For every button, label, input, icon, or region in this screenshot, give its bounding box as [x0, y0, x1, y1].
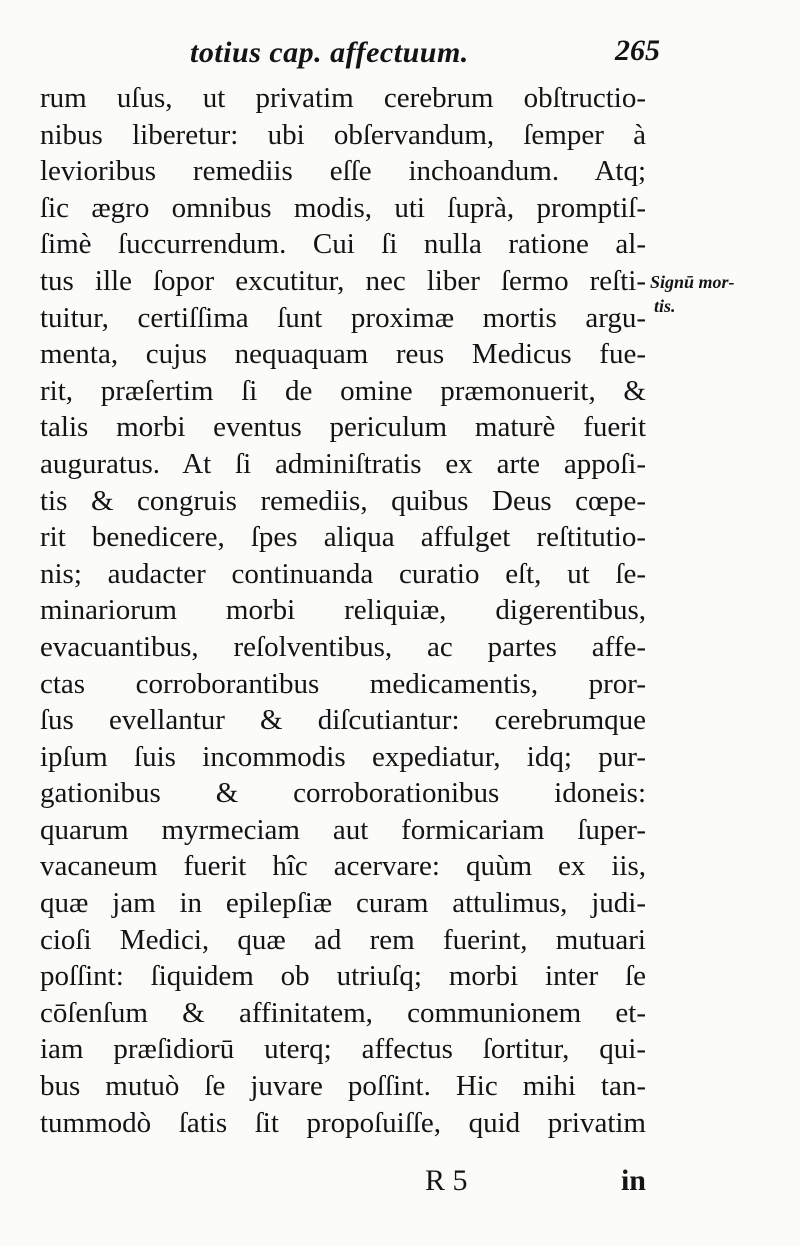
page-footer	[40, 1164, 646, 1204]
text-line: tummodò ſatis ſit propoſuiſſe, quid privatim	[40, 1106, 646, 1139]
text-line: rum uſus, ut privatim cerebrum obſtructio-	[40, 82, 646, 114]
signature-mark: R 5	[425, 1164, 468, 1197]
page-number: 265	[615, 34, 660, 67]
text-line: evacuantibus, reſolventibus, ac partes affe-	[40, 630, 646, 663]
text-line: levioribus remediis eſſe inchoandum. Atq;	[40, 155, 646, 188]
text-line: nis; audacter continuanda curatio eſt, ut ſe-	[40, 557, 646, 590]
text-line: ſus evellantur & diſcutiantur: cerebrumque	[40, 704, 646, 737]
text-line: minariorum morbi reliquiæ, digerentibus,	[40, 594, 646, 627]
text-line: poſſint: ſiquidem ob utriuſq; morbi inter ſe	[40, 960, 646, 993]
text-body	[40, 80, 646, 1141]
text-line: ſic ægro omnibus modis, uti ſuprà, promptiſ-	[40, 191, 646, 224]
text-line: iam præſidiorū uterq; affectus ſortitur, qui-	[40, 1033, 646, 1066]
margin-note-line: tis.	[654, 296, 676, 316]
text-line: nibus liberetur: ubi obſervandum, ſemper à	[40, 118, 646, 151]
text-line: cioſi Medici, quæ ad rem fuerint, mutuari	[40, 923, 646, 956]
text-line: tis & congruis remediis, quibus Deus cœpe-	[40, 484, 646, 517]
text-line: quarum myrmeciam aut formicariam ſuper-	[40, 813, 646, 846]
text-line: tus ille ſopor excutitur, nec liber ſermo reſti-	[40, 264, 646, 297]
text-line: rit benedicere, ſpes aliqua affulget reſtitutio-	[40, 521, 646, 554]
text-line: ctas corroborantibus medicamentis, pror-	[40, 667, 646, 700]
text-line: auguratus. At ſi adminiſtratis ex arte appoſi-	[40, 447, 646, 480]
text-line: menta, cujus nequaquam reus Medicus fue-	[40, 338, 646, 371]
text-line: gationibus & corroborationibus idoneis:	[40, 777, 646, 810]
text-line: ſimè ſuccurrendum. Cui ſi nulla ratione al-	[40, 228, 646, 261]
text-line: vacaneum fuerit hîc acervare: quùm ex iis,	[40, 850, 646, 883]
margin-note-line: Signū mor-	[650, 272, 735, 292]
text-line: tuitur, certiſſima ſunt proximæ mortis argu-	[40, 301, 646, 334]
text-line: bus mutuò ſe juvare poſſint. Hic mihi tan-	[40, 1070, 646, 1103]
text-line: ipſum ſuis incommodis expediatur, idq; pur-	[40, 740, 646, 773]
running-head: totius cap. affectuum.	[190, 36, 469, 69]
text-line: quæ jam in epilepſiæ curam attulimus, judi-	[40, 887, 646, 920]
catchword: in	[620, 1164, 646, 1197]
margin-note	[650, 270, 790, 318]
text-line: talis morbi eventus periculum maturè fuerit	[40, 411, 646, 444]
page-header	[40, 30, 660, 78]
text-line: cōſenſum & affinitatem, communionem et-	[40, 996, 646, 1029]
text-line: rit, præſertim ſi de omine præmonuerit, &	[40, 374, 646, 407]
